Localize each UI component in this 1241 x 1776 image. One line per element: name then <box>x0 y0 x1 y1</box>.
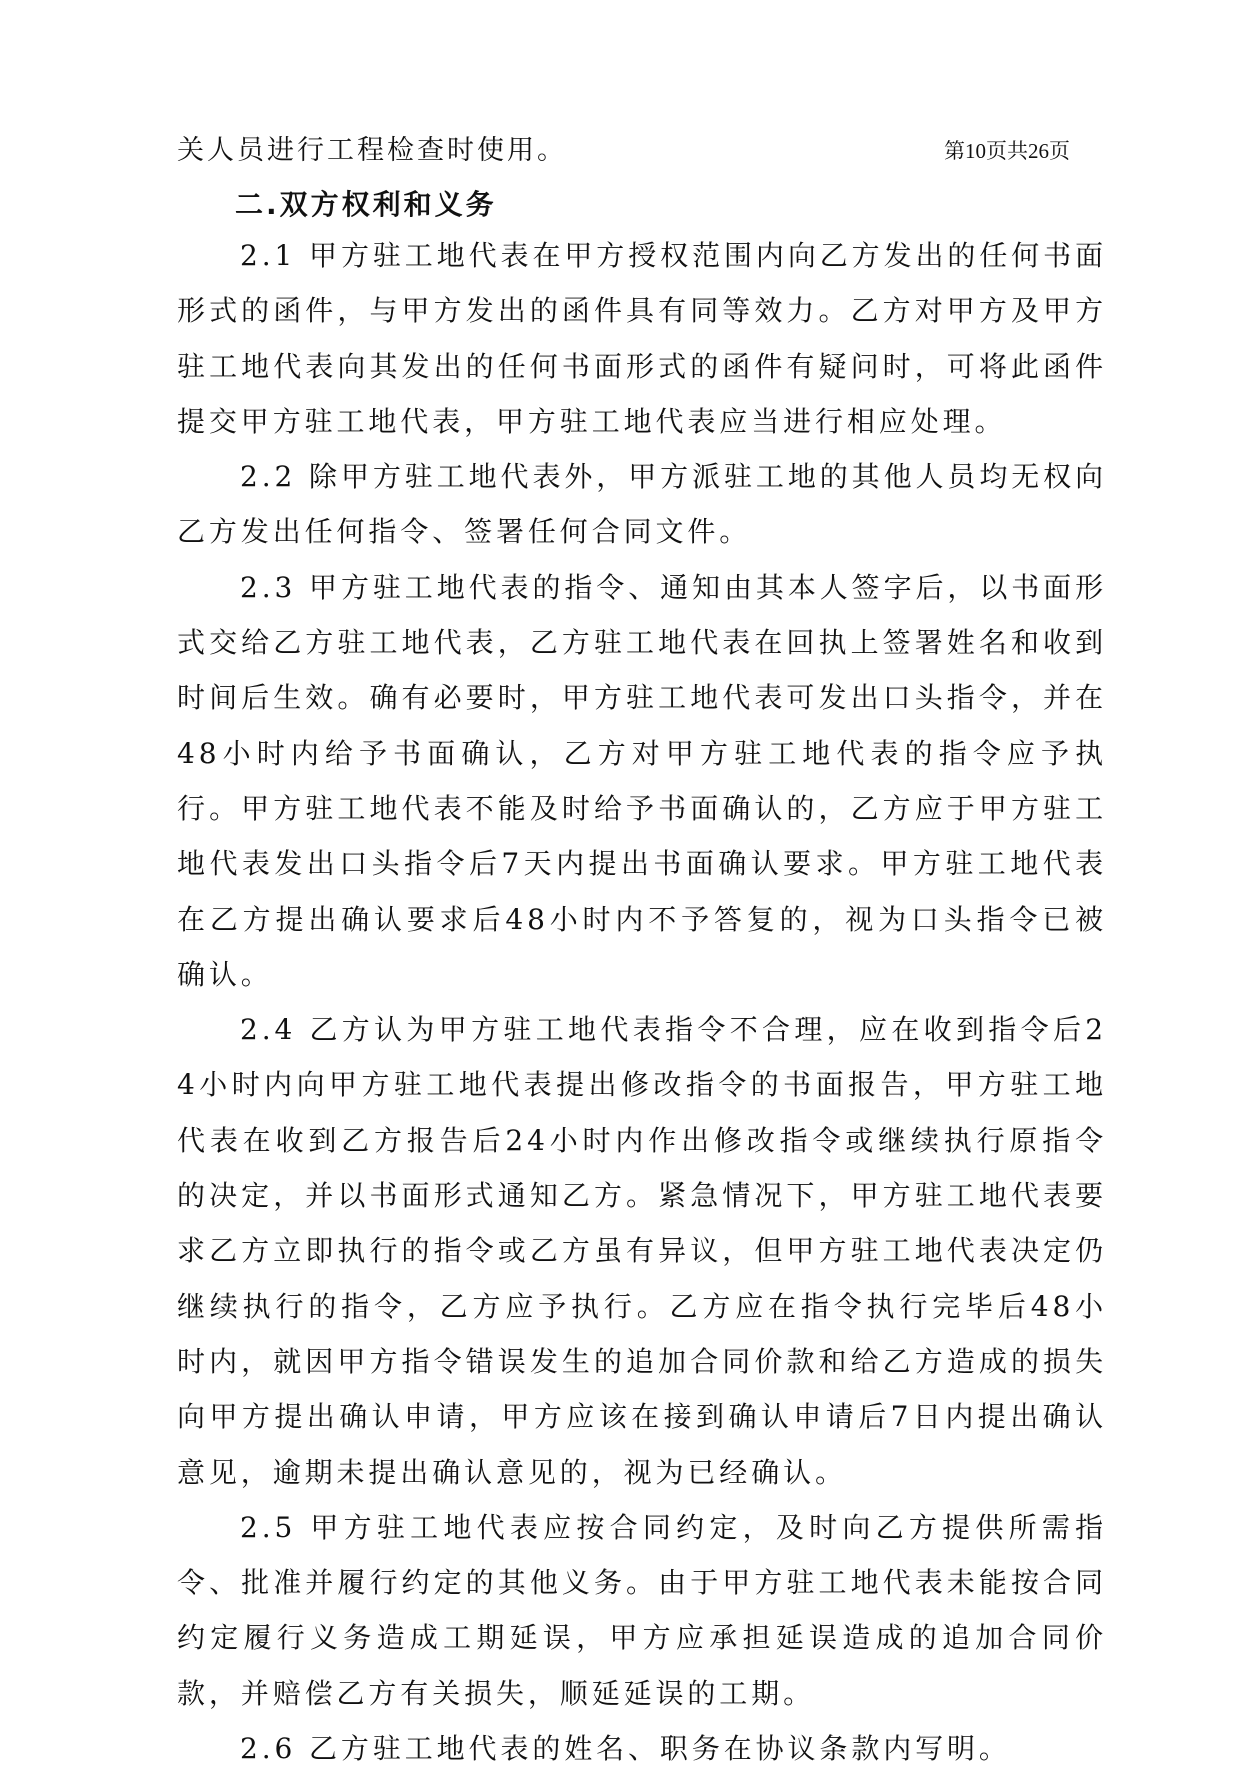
continued-text-line: 关人员进行工程检查时使用。 <box>177 135 567 166</box>
paragraph-2-1: 2.1 甲方驻工地代表在甲方授权范围内向乙方发出的任何书面形式的函件，与甲方发出的函件具有同等效力。乙方对甲方及甲方驻工地代表向其发出的任何书面形式的函件有疑问时，可将此函件提交甲方驻工地代表，甲方驻工地代表应当进行相应处理。 <box>177 239 1107 438</box>
paragraph-2-5: 2.5 甲方驻工地代表应按合同约定，及时向乙方提供所需指令、批准并履行约定的其他义务。由于甲方驻工地代表未能按合同约定履行义务造成工期延误，甲方应承担延误造成的追加合同价款，并赔偿乙方有关损失，顺延延误的工期。 <box>177 1510 1107 1710</box>
paragraph-2-6: 2.6 乙方驻工地代表的姓名、职务在协议条款内写明。 <box>240 1732 1011 1766</box>
section-heading: 二.双方权利和义务 <box>235 188 497 221</box>
paragraph-2-4: 2.4 乙方认为甲方驻工地代表指令不合理，应在收到指令后24小时内向甲方驻工地代表提出修改指令的书面报告，甲方驻工地代表在收到乙方报告后24小时内作出修改指令或继续执行原指令的决定，并以书面形式通知乙方。紧急情况下，甲方驻工地代表要求乙方立即执行的指令或乙方虽有异议，但甲方驻工地代表决定仍继续执行的指令，乙方应予执行。乙方应在指令执行完毕后48小时内，就因甲方指令错误发生的追加合同价款和给乙方造成的损失向甲方提出确认申请，甲方应该在接到确认申请后7日内提出确认意见，逾期未提出确认意见的，视为已经确认。 <box>177 1013 1107 1489</box>
page-number: 第10页共26页 <box>944 139 1070 163</box>
paragraph-2-2: 2.2 除甲方驻工地代表外，甲方派驻工地的其他人员均无权向乙方发出任何指令、签署任何合同文件。 <box>177 460 1107 549</box>
paragraph-2-3: 2.3 甲方驻工地代表的指令、通知由其本人签字后，以书面形式交给乙方驻工地代表，乙方驻工地代表在回执上签署姓名和收到时间后生效。确有必要时，甲方驻工地代表可发出口头指令，并在48小时内给予书面确认，乙方对甲方驻工地代表的指令应予执行。甲方驻工地代表不能及时给予书面确认的，乙方应于甲方驻工地代表发出口头指令后7天内提出书面确认要求。甲方驻工地代表在乙方提出确认要求后48小时内不予答复的，视为口头指令已被确认。 <box>177 570 1107 991</box>
body-text <box>177 228 1107 1776</box>
